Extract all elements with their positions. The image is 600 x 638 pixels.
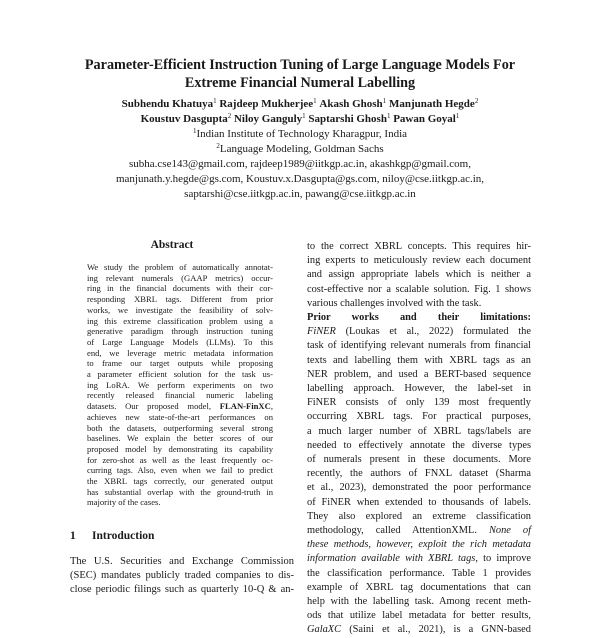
affiliation-line bbox=[20, 127, 580, 142]
body-text: recently, the authors of FNXL dataset (Sharma bbox=[307, 468, 531, 480]
abstract-line bbox=[87, 465, 273, 476]
affiliation-marker: 1 bbox=[313, 97, 317, 105]
body-text: (Saini et al., 2021), is a GNN-based bbox=[341, 624, 531, 636]
body-text: et al., 2023), demonstrated the poor performance bbox=[307, 482, 531, 494]
author-name: Akash Ghosh bbox=[319, 98, 383, 110]
affiliation-marker: 1 bbox=[455, 112, 460, 120]
body-text: labelling approach. However, the label-set in bbox=[307, 383, 531, 395]
body-line bbox=[307, 453, 531, 467]
abstract-text: ing LoRA. We perform experiments on two bbox=[87, 379, 273, 390]
abstract-text: ing this extreme classification problem using a bbox=[87, 315, 273, 326]
body-text: FiNER bbox=[307, 326, 336, 338]
introduction-line: The U.S. Securities and Exchange Commission bbox=[70, 556, 294, 567]
abstract-line bbox=[87, 497, 273, 508]
abstract-text: has substantial overlap with the ground-truth in bbox=[87, 486, 273, 497]
body-text: ing experts to meticulously review each document bbox=[307, 255, 531, 267]
abstract-text: both the datasets, outperforming several strong bbox=[87, 422, 273, 433]
author-block bbox=[20, 97, 580, 202]
body-text: information available with XBRL tags bbox=[307, 553, 476, 565]
abstract-line bbox=[87, 369, 273, 380]
author-name: Rajdeep Mukherjee bbox=[219, 98, 314, 110]
body-line bbox=[307, 481, 531, 495]
title-line: Extreme Financial Numeral Labelling bbox=[184, 74, 416, 91]
abstract-text: responding XBRL tags. Different from prior bbox=[87, 294, 273, 305]
body-text: They also explored an extreme classification bbox=[307, 510, 531, 522]
abstract-line bbox=[87, 455, 273, 466]
body-text: GalaXC bbox=[307, 624, 342, 636]
affiliation-marker: 2 bbox=[227, 112, 232, 120]
affiliation-marker: 2 bbox=[216, 142, 220, 150]
abstract-text: ring in the financial documents with their cor- bbox=[87, 283, 273, 294]
body-line bbox=[307, 240, 531, 254]
abstract-text: , bbox=[270, 401, 273, 412]
body-line bbox=[307, 609, 531, 623]
affiliation-marker: 1 bbox=[213, 97, 217, 105]
body-text: and assign appropriate labels which is neither a bbox=[307, 269, 531, 281]
affiliation-marker: 1 bbox=[382, 97, 387, 105]
body-text: FiNER consists of only 139 most frequently bbox=[307, 397, 531, 409]
author-name: Saptarshi Ghosh bbox=[308, 113, 387, 125]
body-line bbox=[307, 467, 531, 481]
body-line bbox=[307, 581, 531, 595]
body-line bbox=[307, 538, 531, 552]
abstract-text: the XBRL tags correctly, our generated output bbox=[87, 476, 273, 487]
body-line bbox=[307, 254, 531, 268]
section-heading-introduction bbox=[70, 530, 290, 542]
right-column-text bbox=[307, 240, 531, 638]
email-line: manjunath.y.hegde@gs.com, Koustuv.x.Dasgupta@gs.com, niloy@cse.iitkgp.ac.in, bbox=[115, 173, 485, 185]
body-text: example of XBRL tag documentations that can bbox=[307, 581, 531, 593]
introduction-line: close periodic filings such as quarterly 10-Q & an- bbox=[70, 584, 294, 596]
body-text: needed to effectively annotate the diverse types bbox=[307, 439, 531, 451]
abstract-line bbox=[87, 262, 273, 273]
email-line: subha.cse143@gmail.com, rajdeep1989@iitkgp.ac.in, akashkgp@gmail.com, bbox=[129, 158, 471, 170]
abstract-line bbox=[87, 337, 273, 348]
body-line bbox=[307, 552, 531, 566]
section-title: Introduction bbox=[92, 530, 155, 542]
affiliation-text: Language Modeling, Goldman Sachs bbox=[219, 143, 384, 155]
body-line bbox=[307, 425, 531, 439]
body-text: methodology, called AttentionXML. bbox=[307, 525, 489, 537]
abstract-text: works, we investigate the feasibility of solv- bbox=[87, 304, 273, 315]
abstract-text: proposed model by demonstrating its capability bbox=[87, 443, 273, 454]
abstract-line bbox=[87, 401, 273, 412]
body-line bbox=[307, 283, 531, 297]
abstract-line bbox=[87, 305, 273, 316]
author-name: Koustuv Dasgupta bbox=[140, 113, 228, 125]
body-text: the classification performance. Table 1 provides bbox=[307, 567, 531, 579]
section-number: 1 bbox=[70, 530, 76, 542]
author-row bbox=[20, 97, 580, 112]
body-text: help with the labelling task. Among recent meth- bbox=[307, 596, 531, 608]
abstract-text: end, we leverage metric metadata information bbox=[87, 347, 273, 358]
abstract-line bbox=[87, 433, 273, 444]
abstract-line bbox=[87, 444, 273, 455]
abstract-heading: Abstract bbox=[150, 239, 194, 251]
body-text: , to improve bbox=[475, 553, 531, 565]
author-name: Niloy Ganguly bbox=[233, 113, 303, 125]
body-line bbox=[307, 567, 531, 581]
introduction-line: (SEC) mandates publicly traded companies to dis- bbox=[70, 570, 294, 582]
affiliation-marker: 1 bbox=[192, 127, 197, 135]
body-line bbox=[307, 268, 531, 282]
body-text: cost-effective nor a scalable solution. Fig. 1 shows bbox=[307, 283, 531, 295]
body-text: occurring XBRL tags. For practical purposes, bbox=[307, 411, 531, 423]
body-text: texts and labelling them with XBRL tags as an bbox=[307, 354, 531, 366]
body-text: NER problem, and used a BERT-based sequence bbox=[307, 368, 531, 380]
body-line bbox=[307, 623, 531, 637]
body-line bbox=[307, 496, 531, 510]
abstract-text: datasets. Our proposed model, bbox=[87, 401, 220, 412]
body-text: these methods, however, exploit the rich metadata bbox=[307, 539, 531, 551]
body-text: of numerals present in these documents. More bbox=[307, 454, 531, 466]
affiliation-line bbox=[20, 142, 580, 157]
abstract-text: generative paradigm through instruction tuning bbox=[87, 326, 273, 337]
body-line bbox=[307, 297, 531, 311]
body-line bbox=[307, 439, 531, 453]
body-text: various challenges involved with the task. bbox=[307, 297, 482, 309]
email-line: saptarshi@cse.iitkgp.ac.in, pawang@cse.iitkgp.ac.in bbox=[184, 188, 416, 200]
abstract-text: of Large Language Models (LLMs). To this bbox=[87, 336, 273, 347]
abstract-line bbox=[87, 316, 273, 327]
abstract-line bbox=[87, 423, 273, 434]
abstract-line bbox=[87, 476, 273, 487]
introduction-body bbox=[70, 555, 294, 598]
body-text: a much larger number of XBRL tags/labels are bbox=[307, 425, 531, 437]
abstract-line bbox=[87, 294, 273, 305]
body-text: task of identifying relevant numerals from financial bbox=[307, 340, 531, 352]
abstract-text: to frame our target outputs while proposing bbox=[87, 358, 273, 369]
abstract-line bbox=[87, 358, 273, 369]
abstract-text: achieves new state-of-the-art performances on bbox=[87, 411, 273, 422]
body-text: of FiNER when extended to thousands of labels. bbox=[307, 496, 531, 508]
body-line bbox=[307, 354, 531, 368]
body-line bbox=[307, 311, 531, 325]
abstract-line bbox=[87, 326, 273, 337]
author-name: Pawan Goyal bbox=[393, 113, 456, 125]
author-name: Manjunath Hegde bbox=[388, 98, 475, 110]
affiliation-marker: 1 bbox=[386, 112, 391, 120]
body-text: None of bbox=[488, 525, 531, 537]
abstract-text: a parameter efficient solution for the task us- bbox=[87, 369, 273, 380]
abstract-text: majority of the cases. bbox=[87, 497, 161, 508]
body-line bbox=[307, 595, 531, 609]
body-line bbox=[307, 368, 531, 382]
abstract-text: recently released financial numeric labeling bbox=[87, 390, 273, 401]
affiliation-marker: 2 bbox=[474, 97, 479, 105]
abstract-line bbox=[87, 273, 273, 284]
abstract-line bbox=[87, 348, 273, 359]
author-row bbox=[20, 112, 580, 127]
abstract-line bbox=[87, 390, 273, 401]
body-line bbox=[307, 382, 531, 396]
body-text: (Loukas et al., 2022) formulated the bbox=[335, 326, 531, 338]
body-line bbox=[307, 396, 531, 410]
abstract-body bbox=[87, 262, 273, 508]
body-line bbox=[307, 510, 531, 524]
abstract-line bbox=[87, 487, 273, 498]
affiliation-text: Indian Institute of Technology Kharagpur, India bbox=[196, 128, 408, 140]
body-text: ods that utilize label metadata for better results, bbox=[307, 610, 531, 622]
abstract-line bbox=[87, 412, 273, 423]
title-line: Parameter-Efficient Instruction Tuning of Large Language Models For bbox=[84, 57, 516, 73]
abstract-text: for zero-shot as well as the least frequently oc- bbox=[87, 454, 273, 465]
abstract-line bbox=[87, 283, 273, 294]
body-line bbox=[307, 524, 531, 538]
abstract-text: We study the problem of automatically annotat- bbox=[87, 262, 273, 272]
abstract-text: curring tags. Also, even when we fail to predict bbox=[87, 465, 273, 476]
abstract-text: ing relevant numerals (GAAP metrics) occur- bbox=[87, 272, 273, 283]
abstract-line bbox=[87, 380, 273, 391]
body-text: to the correct XBRL concepts. This requires hir- bbox=[307, 241, 531, 252]
paper-title bbox=[40, 57, 560, 92]
model-name: FLAN-FinXC bbox=[219, 401, 271, 412]
abstract-text: baselines. We explain the better scores of our bbox=[87, 433, 273, 444]
body-line bbox=[307, 325, 531, 339]
body-text: Prior works and their limitations: bbox=[307, 312, 531, 324]
body-line bbox=[307, 339, 531, 353]
body-line bbox=[307, 410, 531, 424]
affiliation-marker: 1 bbox=[302, 112, 306, 120]
author-name: Subhendu Khatuya bbox=[121, 98, 214, 110]
